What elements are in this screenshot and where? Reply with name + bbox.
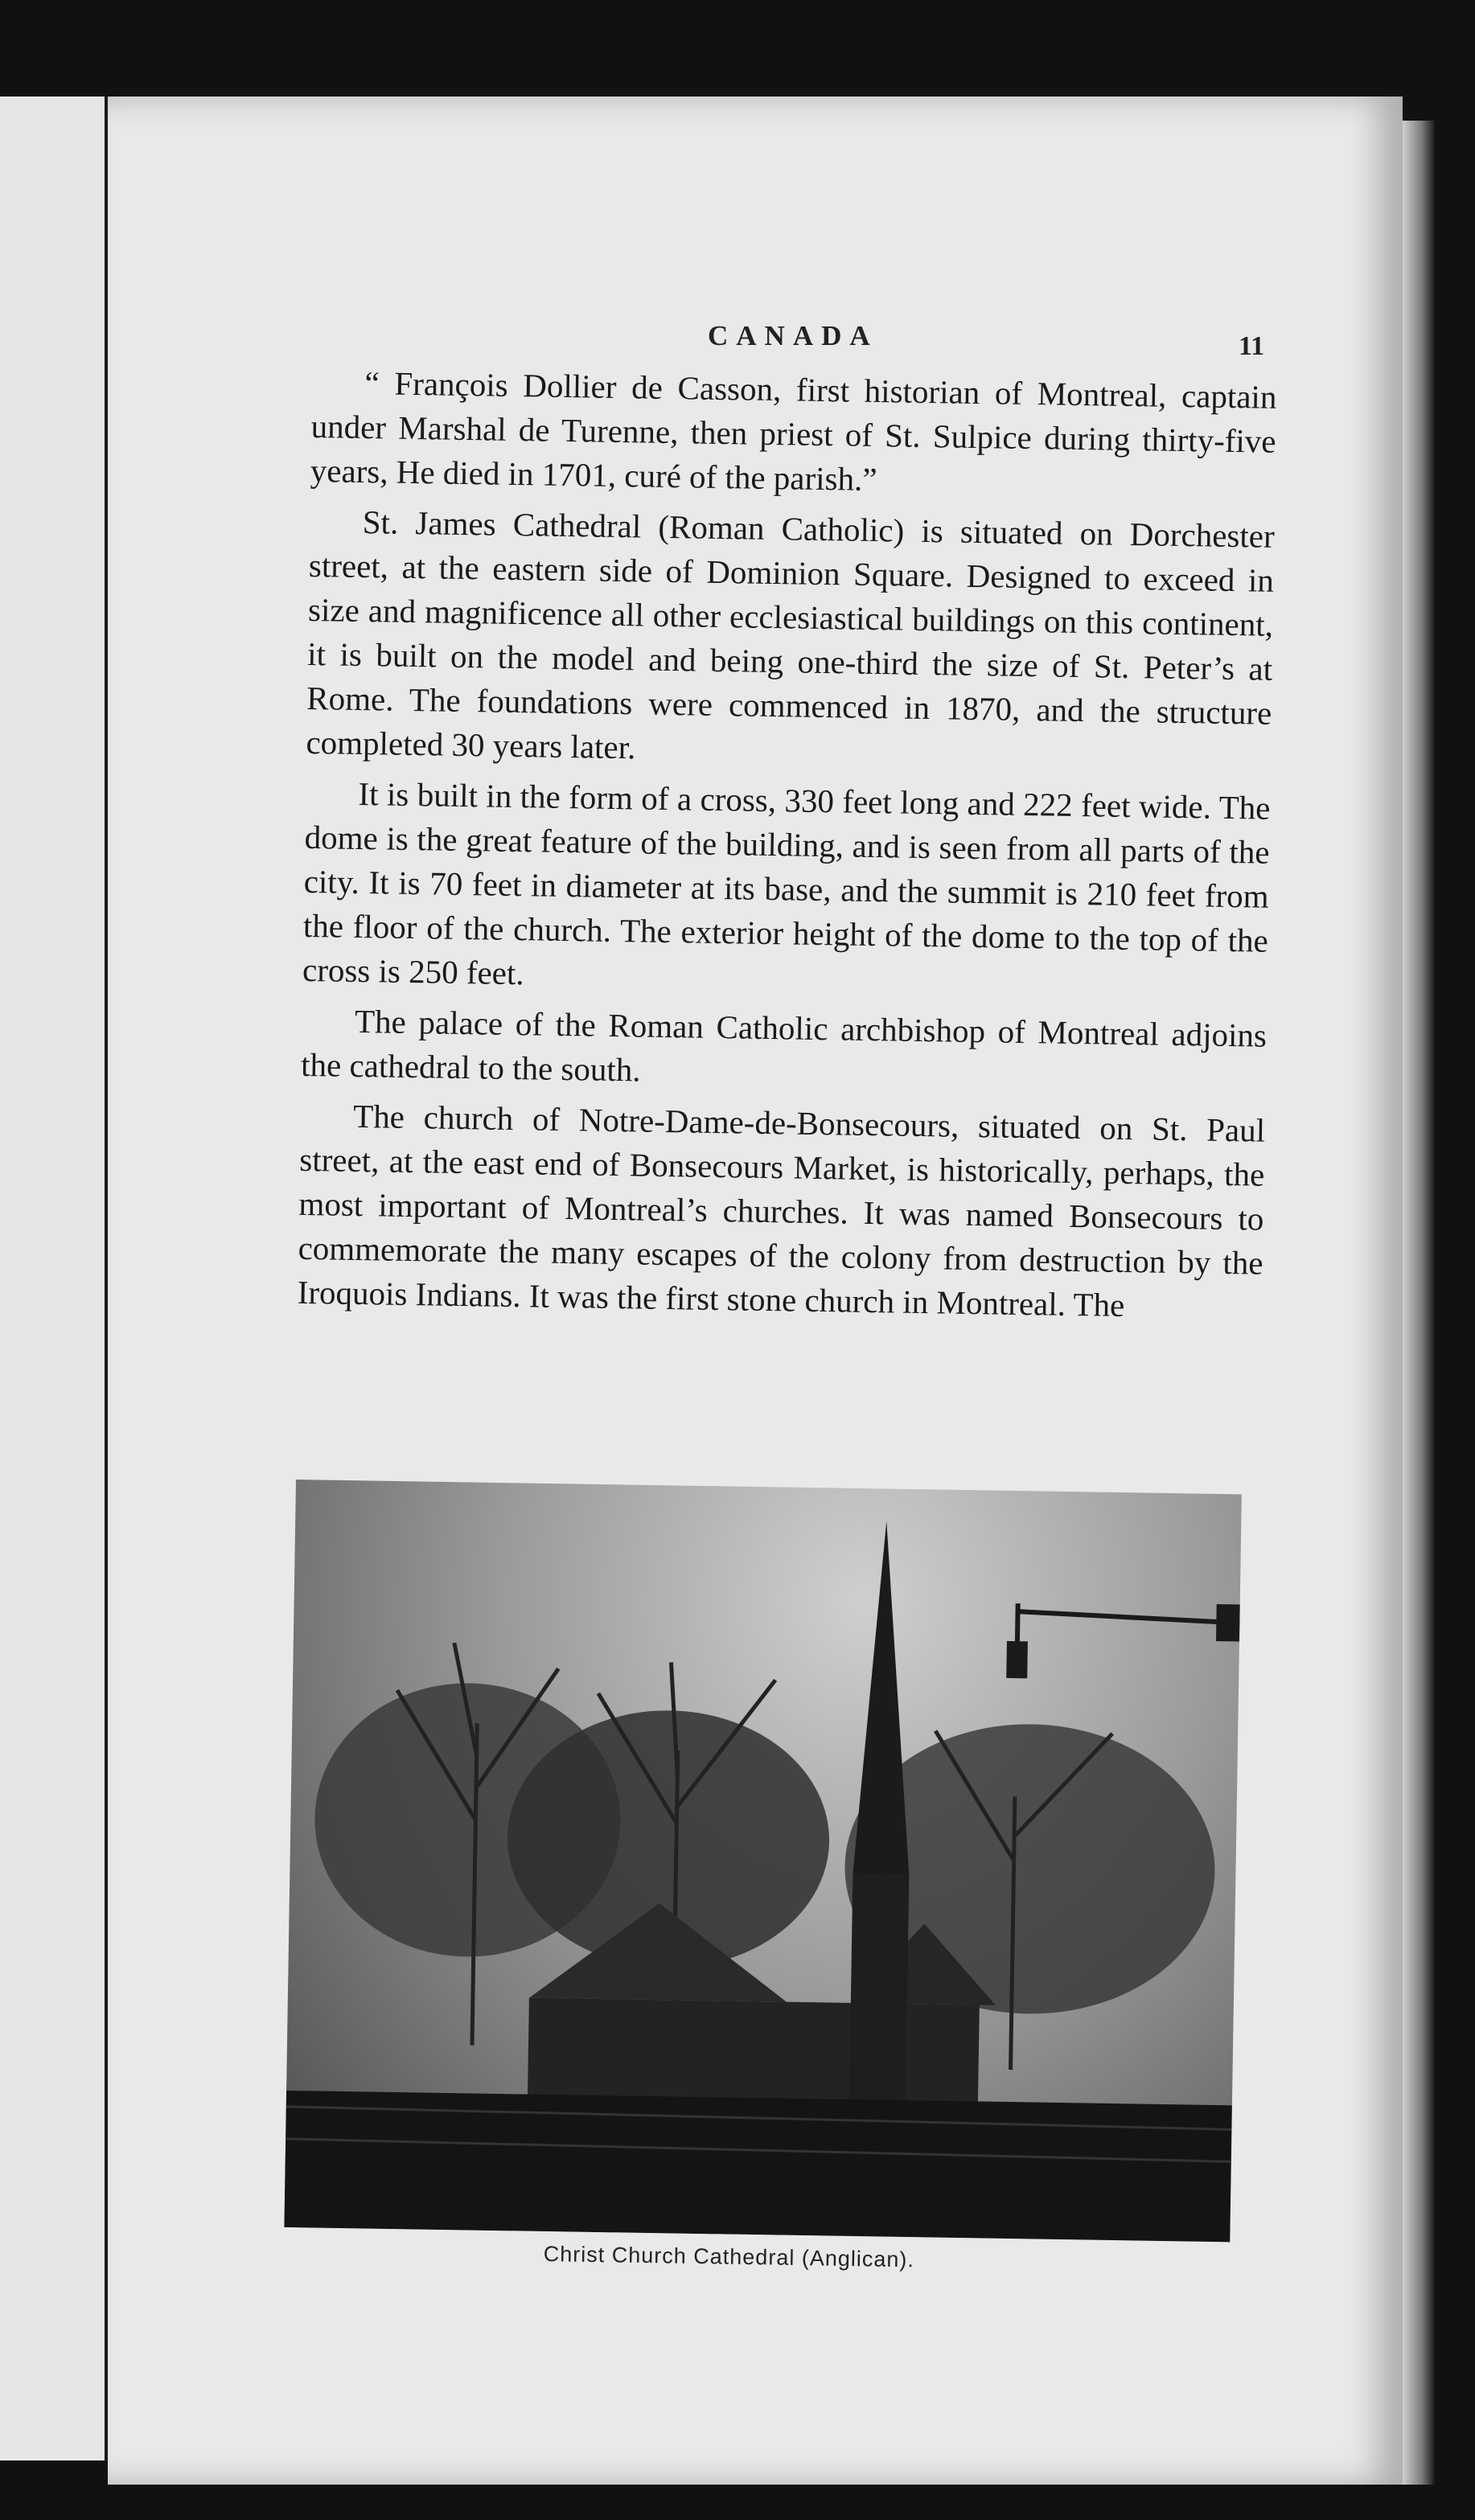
cathedral-photograph (284, 1480, 1241, 2242)
paragraph-dollier: “ François Dollier de Casson, first historian of Montreal, captain under Marshal de Turenne, then priest of St. Sulpice during thirty-five years, He died in 1701, curé of the parish.” (310, 364, 1277, 499)
facing-page-edge (0, 96, 108, 2460)
paragraph-bonsecours: The church of Notre-Dame-de-Bonsecours, situated on St. Paul street, at the east end of Bonsecours Market, is historically, perhaps, the most important of Montreal’s churches. It was named Bonsecours to commemorate the many escapes of the colony from destruction by the Iroquois Indians. It was the first stone church in Montreal. The (297, 1097, 1266, 1324)
page-number: 11 (1239, 331, 1265, 361)
paragraph-st-james: St. James Cathedral (Roman Catholic) is situated on Dorchester street, at the eastern side of Dominion Square. Designed to exceed in size and magnificence all other ecclesiastical buildings on this continent, it is built on the model and being one-third the size of St. Peter’s at Rome. The foundations were commenced in 1870, and the structure completed 30 years later. (306, 503, 1276, 766)
paragraph-palace: The palace of the Roman Catholic archbishop of Montreal adjoins the cathedral to the south. (300, 1002, 1268, 1089)
paragraph-cross-dome: It is built in the form of a cross, 330 feet long and 222 feet wide. The dome is the great feature of the building, and is seen from all parts of the city. It is 70 feet in diameter at its base, and the summit is 210 feet from the floor of the church. The exterior height of the dome to the top of the cross is 250 feet. (302, 774, 1271, 992)
body-text (297, 360, 1277, 1336)
cathedral-photo-illustration (284, 1480, 1241, 2242)
photo-caption: Christ Church Cathedral (Anglican). (543, 2242, 915, 2272)
page-fore-edge (1403, 121, 1435, 2485)
running-head: CANADA (708, 320, 878, 351)
